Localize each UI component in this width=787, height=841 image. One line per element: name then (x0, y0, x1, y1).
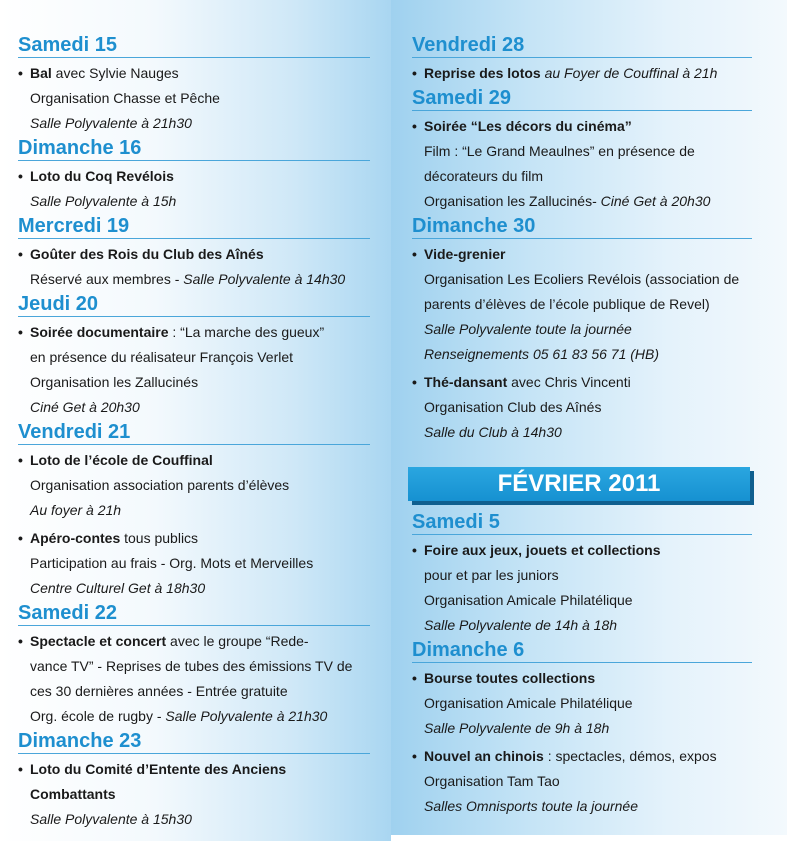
event-line (412, 61, 787, 86)
event-text: Loto du Coq Revélois (30, 168, 174, 184)
event-text: Ciné Get à 20h30 (30, 399, 140, 415)
event-text: Organisation association parents d’élèves (30, 477, 290, 493)
event-line (412, 267, 787, 292)
event-text: au Foyer de Couffinal à 21h (540, 65, 718, 81)
event-text: Salle Polyvalente de 14h à 18h (424, 617, 618, 633)
event-item (412, 666, 787, 741)
day-heading: Samedi 15 (18, 34, 370, 58)
event-text: Bourse toutes collections (424, 670, 596, 686)
bullet-icon: • (18, 452, 23, 468)
event-text: Organisation Tam Tao (424, 773, 560, 789)
event-line (18, 320, 391, 345)
event-line (18, 757, 391, 782)
event-text: Loto de l’école de Couffinal (30, 452, 213, 468)
event-text: Organisation Chasse et Pêche (30, 90, 220, 106)
event-text: Org. école de rugby - (30, 708, 166, 724)
event-text: vance TV” - Reprises de tubes des émissions TV de (30, 658, 353, 674)
event-text: Soirée documentaire (30, 324, 169, 340)
event-text: Loto du Comité d’Entente des Anciens (30, 761, 287, 777)
event-line (412, 370, 787, 395)
event-text: Salle Polyvalente de 9h à 18h (424, 720, 610, 736)
event-text: Organisation Amicale Philatélique (424, 695, 633, 711)
day-heading: Samedi 29 (412, 87, 752, 111)
event-text: Film : “Le Grand Meaulnes” en présence de (424, 143, 695, 159)
event-text: Salle du Club à 14h30 (424, 424, 562, 440)
event-line (412, 114, 787, 139)
bullet-icon: • (18, 168, 23, 184)
event-text: : spectacles, démos, expos (543, 748, 717, 764)
event-item (412, 242, 787, 367)
event-line (412, 691, 787, 716)
event-item (18, 61, 391, 136)
bullet-icon: • (18, 761, 23, 777)
event-text: en présence du réalisateur François Verlet (30, 349, 294, 365)
day-heading: Dimanche 23 (18, 730, 370, 754)
event-text: Organisation les Zallucinés (30, 374, 199, 390)
event-line (18, 370, 391, 395)
event-item (412, 114, 787, 214)
event-line (18, 704, 391, 729)
day-heading: Samedi 5 (412, 511, 752, 535)
event-line (18, 61, 391, 86)
event-item (18, 448, 391, 523)
day-heading: Samedi 22 (18, 602, 370, 626)
event-text: Vide-grenier (424, 246, 506, 262)
bullet-icon: • (412, 542, 417, 558)
event-line (412, 588, 787, 613)
event-text: parents d’élèves de l’école publique de Revel) (424, 296, 710, 312)
event-text: Organisation les Zallucinés- (424, 193, 601, 209)
event-text: décorateurs du film (424, 168, 544, 184)
event-item (18, 164, 391, 214)
event-line (18, 576, 391, 601)
bullet-icon: • (412, 670, 417, 686)
event-line (18, 267, 391, 292)
event-line (18, 782, 391, 807)
event-item (18, 526, 391, 601)
event-text: Organisation Club des Aînés (424, 399, 602, 415)
day-heading: Jeudi 20 (18, 293, 370, 317)
event-text: Salle Polyvalente à 15h (30, 193, 177, 209)
event-line (412, 744, 787, 769)
bullet-icon: • (18, 246, 23, 262)
event-text: : “La marche des gueux” (168, 324, 325, 340)
event-line (412, 563, 787, 588)
event-text: avec Chris Vincenti (507, 374, 631, 390)
event-line (18, 526, 391, 551)
bullet-icon: • (18, 530, 23, 546)
event-line (18, 189, 391, 214)
bullet-icon: • (412, 374, 417, 390)
event-line (18, 242, 391, 267)
event-line (18, 86, 391, 111)
event-line (412, 613, 787, 638)
day-heading: Mercredi 19 (18, 215, 370, 239)
event-text: Salle Polyvalente à 21h30 (165, 708, 328, 724)
bullet-icon: • (412, 118, 417, 134)
bullet-icon: • (412, 65, 417, 81)
left-column (0, 0, 391, 841)
event-text: Salle Polyvalente à 15h30 (30, 811, 192, 827)
event-text: Nouvel an chinois (424, 748, 544, 764)
event-line (412, 164, 787, 189)
event-line (18, 654, 391, 679)
january-end-list (412, 34, 787, 445)
event-line (412, 538, 787, 563)
event-text: Organisation Amicale Philatélique (424, 592, 633, 608)
event-item (412, 538, 787, 638)
bullet-icon: • (412, 748, 417, 764)
event-line (18, 807, 391, 832)
event-item (18, 320, 391, 420)
bullet-icon: • (412, 246, 417, 262)
event-line (18, 473, 391, 498)
event-line (18, 679, 391, 704)
event-text: Au foyer à 21h (30, 502, 122, 518)
event-line (412, 666, 787, 691)
event-text: Goûter des Rois du Club des Aînés (30, 246, 264, 262)
bullet-icon: • (18, 324, 23, 340)
event-text: Salle Polyvalente à 21h30 (30, 115, 192, 131)
day-heading: Vendredi 28 (412, 34, 752, 58)
event-text: Combattants (30, 786, 116, 802)
event-text: ces 30 dernières années - Entrée gratuite (30, 683, 288, 699)
event-text: avec le groupe “Rede- (166, 633, 309, 649)
event-line (412, 317, 787, 342)
event-item (18, 757, 391, 832)
event-line (412, 139, 787, 164)
event-text: avec Sylvie Nauges (51, 65, 179, 81)
february-list (412, 511, 787, 819)
event-line (412, 794, 787, 819)
event-line (412, 342, 787, 367)
event-text: Centre Culturel Get à 18h30 (30, 580, 206, 596)
event-text: Apéro-contes (30, 530, 121, 546)
event-text: Soirée “Les décors du cinéma” (424, 118, 632, 134)
event-text: Foire aux jeux, jouets et collections (424, 542, 661, 558)
event-line (412, 716, 787, 741)
event-text: Reprise des lotos (424, 65, 541, 81)
event-item (18, 242, 391, 292)
event-item (412, 370, 787, 445)
event-line (18, 345, 391, 370)
event-line (18, 551, 391, 576)
event-line (412, 189, 787, 214)
event-text: Salles Omnisports toute la journée (424, 798, 638, 814)
event-text: Réservé aux membres - (30, 271, 184, 287)
event-text: Salle Polyvalente à 14h30 (183, 271, 346, 287)
event-text: Thé-dansant (424, 374, 508, 390)
event-text: Renseignements 05 61 83 56 71 (HB) (424, 346, 660, 362)
event-text: Organisation Les Ecoliers Revélois (association de (424, 271, 740, 287)
event-line (412, 292, 787, 317)
right-column (391, 0, 787, 835)
event-line (18, 629, 391, 654)
event-line (412, 395, 787, 420)
event-text: Bal (30, 65, 52, 81)
event-line (412, 769, 787, 794)
event-line (18, 498, 391, 523)
event-text: Spectacle et concert (30, 633, 167, 649)
month-banner: FÉVRIER 2011 (408, 467, 750, 501)
event-text: pour et par les juniors (424, 567, 559, 583)
day-heading: Vendredi 21 (18, 421, 370, 445)
event-line (18, 448, 391, 473)
bullet-icon: • (18, 65, 23, 81)
event-item (412, 744, 787, 819)
event-text: tous publics (120, 530, 199, 546)
event-text: Participation au frais - Org. Mots et Merveilles (30, 555, 314, 571)
day-heading: Dimanche 30 (412, 215, 752, 239)
bullet-icon: • (18, 633, 23, 649)
event-line (18, 111, 391, 136)
event-item (18, 629, 391, 729)
event-text: Salle Polyvalente toute la journée (424, 321, 632, 337)
day-heading: Dimanche 6 (412, 639, 752, 663)
day-heading: Dimanche 16 (18, 137, 370, 161)
event-line (18, 395, 391, 420)
event-line (412, 420, 787, 445)
event-item (412, 61, 787, 86)
event-line (18, 164, 391, 189)
event-text: Ciné Get à 20h30 (600, 193, 711, 209)
event-line (412, 242, 787, 267)
